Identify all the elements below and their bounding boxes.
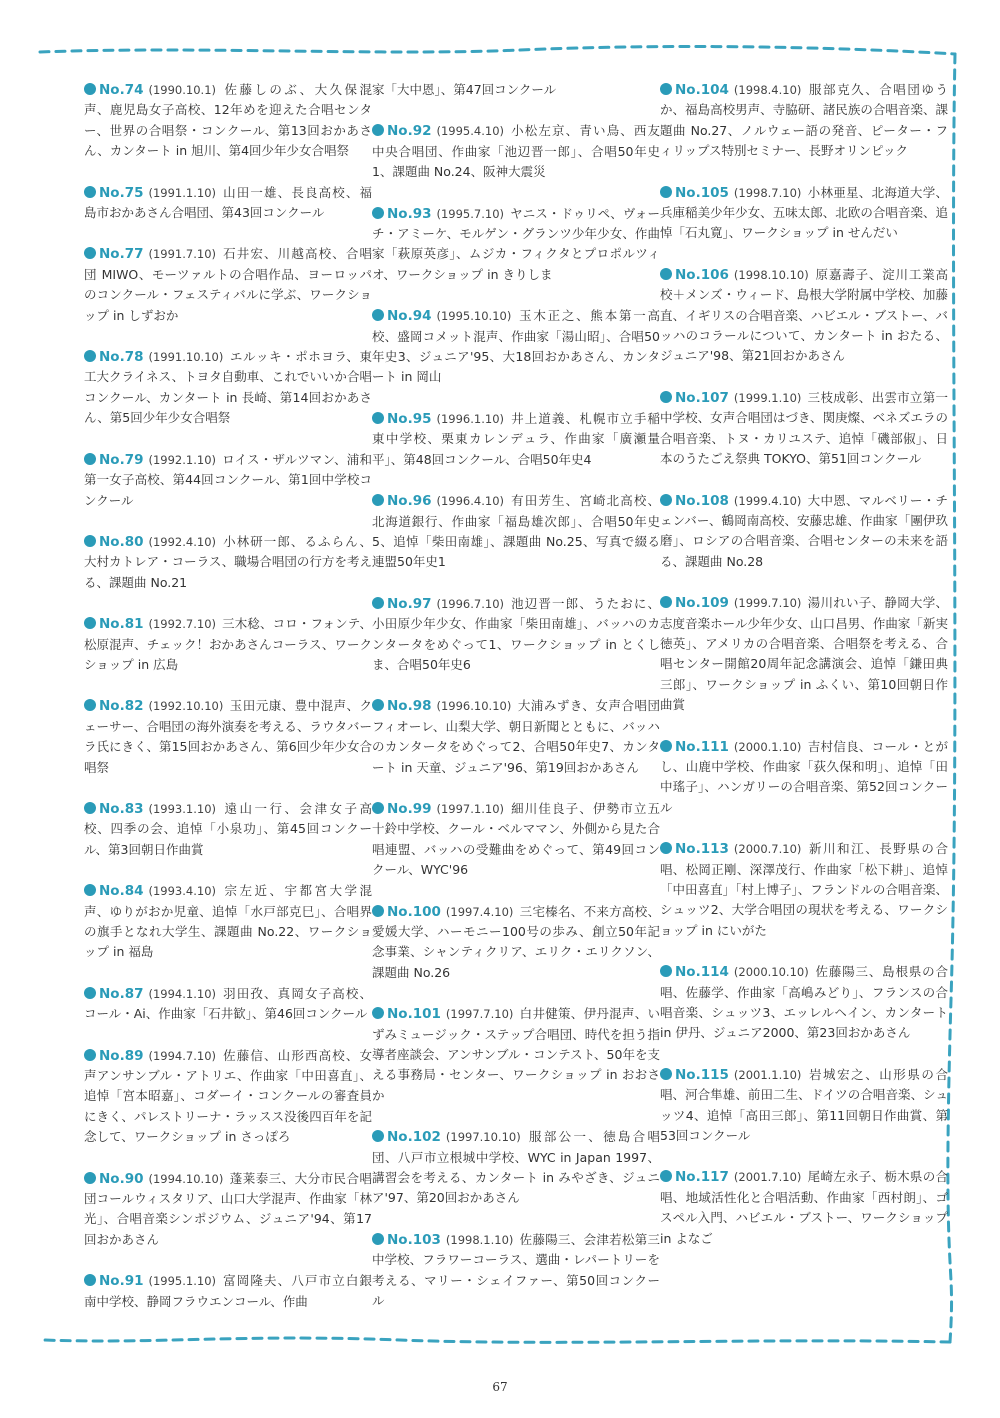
bullet-icon [372, 412, 384, 424]
bullet-icon [372, 905, 384, 917]
issue-date: (1998.1.10) [445, 1232, 514, 1247]
issue-number: No.111 [675, 738, 729, 755]
issue-date: (1993.1.10) [148, 801, 217, 816]
issue-entry [84, 1046, 372, 1148]
issue-contents: 湯川れい子、静岡大学、志度音楽ホール少年少女、山口昌男、作曲家「新実徳英」、アメリカの合唱音楽、合唱祭を考える、合唱センター開館20周年記念講演会、追悼「鎌田典三郎」、ワークショップ in ふくい、第10回朝日作曲賞 [660, 595, 948, 713]
issue-entry [372, 696, 660, 778]
issue-entry [660, 1167, 948, 1249]
bullet-icon [372, 597, 384, 609]
issue-contents: 石井宏、川越高校、合唱団 MIWO、モーツァルトの合唱作品、ヨーロッパのコンクール・フェスティバルに学ぶ、ワークショップ in しずおか [84, 246, 372, 323]
issue-date: (1999.1.10) [733, 390, 802, 405]
issue-number: No.94 [387, 308, 432, 325]
issue-date: (1993.4.10) [148, 884, 217, 899]
issue-contents: 大中恩、マルベリー・チェンバー、鶴岡南高校、安藤忠雄、作曲家「團伊玖磨」、ロシアの合唱音楽、合唱センターの未来を語る、課題曲 No.28 [660, 492, 948, 569]
issue-entry [660, 737, 948, 819]
issue-number: No.108 [675, 492, 729, 509]
issue-entry [372, 1127, 660, 1209]
bullet-icon [84, 350, 96, 362]
column-2 [372, 80, 660, 1330]
issue-contents: 蓬莱泰三、大分市民合唱団コールウィスタリア、山口大学混声、作曲家「林光」、合唱音楽シンポジウム、ジュニア'94、第17回おかあさん [84, 1170, 372, 1247]
issue-contents: 服部克久、合唱団ゆうか、福島高校男声、寺脇研、諸民族の合唱音楽、課題曲 No.27、ノルウェー語の発音、ピーター・フィリップス特別セミナー、長野オリンピック [660, 82, 948, 159]
issue-number: No.109 [675, 595, 729, 612]
bullet-icon [372, 1007, 384, 1019]
issue-entry [84, 614, 372, 675]
bullet-icon [372, 1130, 384, 1142]
issue-contents: 佐藤陽三、会津若松第三中学校、フラワーコーラス、選曲・レパートリーを考える、マリー・シェイファー、第50回コンクール [372, 1231, 660, 1309]
issue-contents: 山田一雄、長良高校、福島市おかあさん合唱団、第43回コンクール [84, 184, 372, 221]
bullet-icon [372, 494, 384, 506]
issue-contents: 三枝成彰、出雲市立第一中学校、女声合唱団はづき、関庚燦、ベネズエラの合唱音楽、トヌ・カリユステ、追悼「磯部俶」、日本のうたごえ祭典 TOKYO、第51回コンクール [660, 389, 948, 467]
issue-number: No.100 [387, 903, 441, 920]
issue-entry [372, 594, 660, 676]
issue-number: No.101 [387, 1006, 441, 1023]
column-1 [84, 80, 372, 1330]
issue-entry [84, 347, 372, 429]
issue-contents: 新川和江、長野県の合唱、松岡正剛、深澤茂行、作曲家「松下耕」、追悼「中田喜直」「村上博子」、フランドルの合唱音楽、シュッツ2、大学合唱団の現状を考える、ワークショップ in にいがた [660, 841, 948, 938]
issue-entry [660, 183, 948, 244]
issue-entry [660, 839, 948, 941]
issue-date: (1991.10.10) [148, 350, 224, 365]
issue-number: No.98 [387, 698, 432, 715]
issue-contents: ロイス・ザルツマン、浦和第一女子高校、第44回コンクール、第1回中学校コンクール [84, 451, 372, 508]
issue-contents: 大浦みずき、女声合唱団フィオーレ、山梨大学、朝日新聞とともに、バッハのカンタータをめぐって2、合唱50年史7、カンタート in 天童、ジュニア'96、第19回おかあさん [372, 698, 660, 775]
bullet-icon [84, 453, 96, 465]
issue-entry-continued [372, 80, 660, 100]
issue-number: No.89 [99, 1047, 144, 1064]
issue-date: (1991.1.10) [148, 185, 217, 200]
issue-entry [372, 409, 660, 470]
bullet-icon [84, 1274, 96, 1286]
bullet-icon [372, 1233, 384, 1245]
column-3 [660, 80, 948, 1330]
issue-contents: 池辺晋一郎、うたおに、小田原少年少女、作曲家「柴田南雄」、バッハのカンタータをめぐって1、ワークショップ in とくしま、合唱50年史6 [372, 595, 660, 672]
bullet-icon [660, 494, 672, 506]
issue-number: No.92 [387, 123, 432, 140]
issue-entry [84, 881, 372, 963]
issue-number: No.80 [99, 533, 144, 550]
bullet-icon [660, 391, 672, 403]
issue-contents: ヤニス・ドゥリペ、ヴォーチ・アミーケ、モルゲン・グランツ少年少女、作曲家「萩原英彦」、ムジカ・フィクタとプロポルツィオ、ワークショップ in きりしま [372, 205, 660, 282]
issue-entry [660, 388, 948, 470]
bullet-icon [660, 268, 672, 280]
issue-date: (1995.4.10) [436, 124, 505, 139]
issue-entry [372, 902, 660, 984]
issue-contents: 井上道義、札幌市立手稲東中学校、栗東カレンデュラ、作曲家「廣瀬量平」、第48回コンクール、合唱50年史4 [372, 410, 660, 467]
bullet-icon [84, 186, 96, 198]
issue-contents: 宗左近、宇都宮大学混声、ゆりがおか児童、追悼「水戸部克巳」、合唱界の旗手となれ大学生、課題曲 No.22、ワークショップ in 福島 [84, 883, 372, 960]
issue-contents: 尾崎左永子、栃木県の合唱、地域活性化と合唱活動、作曲家「西村朗」、ゴスペル入門、ハビエル・ブストー、ワークショップ in よなご [660, 1169, 948, 1246]
issue-date: (1995.1.10) [148, 1274, 217, 1289]
issue-contents: 玉田元康、豊中混声、クェーサー、合唱団の海外演奏を考える、ラウタバーラ氏にきく、第15回おかあさん、第6回少年少女合唱祭 [84, 698, 372, 775]
issue-entry [660, 593, 948, 715]
issue-number: No.90 [99, 1170, 144, 1187]
issue-entry [84, 244, 372, 326]
issue-entry [84, 1169, 372, 1251]
issue-entry [372, 1230, 660, 1312]
issue-contents: 白井健策、伊丹混声、いずみミュージック・ステップ合唱団、時代を担う指導者座談会、アンサンブル・コンテスト、50年を支える事務局・センター、ワークショップ in おおさか [372, 1006, 660, 1103]
issue-entry [372, 306, 660, 388]
issue-date: (1994.10.10) [148, 1171, 224, 1186]
issue-date: (1998.10.10) [733, 267, 809, 282]
issue-number: No.91 [99, 1273, 144, 1290]
issue-date: (1990.10.1) [148, 83, 217, 97]
issue-contents: 富岡隆夫、八戸市立白銀南中学校、静岡フラウエンコール、作曲 [84, 1273, 372, 1309]
issue-number: No.81 [99, 616, 144, 633]
issue-contents: 岩城宏之、山形県の合唱、河合隼雄、前田二生、ドイツの合唱音楽、シュッツ4、追悼「高田三郎」、第11回朝日作曲賞、第53回コンクール [660, 1066, 948, 1144]
issue-date: (1997.1.10) [436, 801, 505, 816]
issue-number: No.99 [387, 800, 432, 817]
issue-number: No.113 [675, 841, 729, 858]
issue-date: (1992.4.10) [148, 534, 217, 549]
bullet-icon [660, 1170, 672, 1182]
issue-date: (1994.1.10) [148, 986, 217, 1001]
issue-date: (1991.7.10) [148, 247, 217, 262]
bullet-icon [84, 1049, 96, 1061]
issue-date: (1992.10.10) [148, 699, 224, 714]
bullet-icon [660, 596, 672, 608]
issue-date: (2000.7.10) [733, 842, 802, 857]
bullet-icon [660, 83, 672, 95]
bullet-icon [372, 802, 384, 814]
issue-contents: 佐藤しのぶ、大久保混声、鹿児島女子高校、12年めを迎えた合唱センター、世界の合唱祭・コンクール、第13回おかあさん、カンタート in 旭川、第4回少年少女合唱祭 [84, 82, 372, 159]
issue-entry [372, 1004, 660, 1106]
issue-date: (1996.7.10) [436, 596, 505, 611]
bullet-icon [660, 965, 672, 977]
issue-number: No.96 [387, 493, 432, 510]
issue-number: No.103 [387, 1231, 441, 1248]
issue-date: (1998.7.10) [733, 185, 802, 200]
issue-date: (1999.4.10) [733, 493, 802, 508]
issue-number: No.115 [675, 1066, 729, 1083]
issue-contents: 佐藤陽三、島根県の合唱、佐藤学、作曲家「高嶋みどり」、フランスの合唱音楽、シュッツ3、エッレルヘイン、カンタート in 伊丹、ジュニア2000、第23回おかあさん [660, 964, 948, 1041]
issue-entry [660, 962, 948, 1044]
issue-date: (1992.1.10) [148, 452, 217, 467]
bullet-icon [372, 124, 384, 136]
issue-contents: 有田芳生、宮崎北高校、北海道銀行、作曲家「福島雄次郎」、合唱50年史5、追悼「柴田南雄」、課題曲 No.25、写真で綴る連盟50年史1 [372, 493, 660, 570]
issue-entry [84, 450, 372, 511]
bullet-icon [84, 802, 96, 814]
bullet-icon [84, 535, 96, 547]
issue-entry [660, 265, 948, 367]
bullet-icon [372, 309, 384, 321]
issue-number: No.78 [99, 349, 144, 366]
issue-date: (2001.7.10) [733, 1170, 802, 1185]
issue-contents: 細川佳良子、伊勢市立五十鈴中学校、クール・ベルママン、外側から見た合唱連盟、バッハの受難曲をめぐって、第49回コンクール、WYC'96 [372, 800, 660, 878]
issue-number: No.97 [387, 595, 432, 612]
issue-contents: 佐藤信、山形西高校、女声アンサンブル・アトリエ、作曲家「中田喜直」、追悼「宮本昭嘉」、コダーイ・コンクールの審査員にきく、パレストリーナ・ラッスス没後四百年を記念して、ワークショップ in さっぽろ [84, 1047, 372, 1145]
issue-contents: 家「大中恩」、第47回コンクール [372, 82, 557, 97]
issue-entry [84, 532, 372, 593]
issue-entry [660, 80, 948, 162]
issue-contents: 三木稔、コロ・フォンテ、松原混声、チェック！おかあさんコーラス、ワークショップ in 広島 [84, 616, 372, 672]
issue-contents: 三宅榛名、不来方高校、愛媛大学、ハーモニー100号の歩み、創立50年記念事業、シャンティクリア、エリク・エリクソン、課題曲 No.26 [372, 903, 660, 980]
issue-date: (1997.4.10) [445, 904, 514, 919]
issue-number: No.82 [99, 698, 144, 715]
issue-number: No.114 [675, 964, 729, 981]
bullet-icon [84, 987, 96, 999]
issue-number: No.77 [99, 246, 144, 263]
bullet-icon [84, 247, 96, 259]
issue-entry [372, 799, 660, 881]
issue-date: (1996.1.10) [436, 411, 505, 426]
issue-number: No.106 [675, 266, 729, 283]
page-number: 67 [492, 1380, 508, 1394]
issue-number: No.102 [387, 1129, 441, 1146]
bullet-icon [84, 83, 96, 95]
issue-number: No.93 [387, 205, 432, 222]
issue-contents: 羽田孜、真岡女子高校、コール・Ai、作曲家「石井歓」、第46回コンクール [84, 985, 372, 1022]
issue-contents: 小松左京、青い鳥、西友中央合唱団、作曲家「池辺晋一郎」、合唱50年史1、課題曲 No.24、阪神大震災 [372, 123, 660, 180]
issue-contents: 玉木正之、熊本第一高校、盛岡コメット混声、作曲家「湯山昭」、合唱50年史3、ジュニア'95、大18回おかあさん、カンタート in 岡山 [372, 308, 660, 385]
issue-entry [372, 491, 660, 573]
issue-contents: エルッキ・ポホヨラ、東工大クライネス、トヨタ自動車、これでいいか合唱コンクール、カンタート in 長崎、第14回おかあさん、第5回少年少女合唱祭 [84, 349, 372, 426]
bullet-icon [372, 699, 384, 711]
issue-number: No.75 [99, 184, 144, 201]
issue-entry [84, 183, 372, 224]
bullet-icon [84, 617, 96, 629]
issue-date: (1992.7.10) [148, 617, 217, 632]
issue-date: (1996.4.10) [436, 494, 505, 509]
issue-date: (1994.7.10) [148, 1048, 217, 1063]
issue-entry [84, 80, 372, 162]
issue-entry [372, 121, 660, 182]
issue-number: No.74 [99, 82, 144, 98]
issue-date: (1995.10.10) [436, 309, 512, 324]
issue-entry [84, 799, 372, 860]
issue-number: No.104 [675, 82, 729, 98]
issue-contents: 吉村信良、コール・とがし、山鹿中学校、作曲家「荻久保和明」、追悼「田中瑤子」、ハンガリーの合唱音楽、第52回コンクール [660, 738, 948, 815]
article-columns [84, 80, 948, 1330]
issue-entry [660, 1065, 948, 1147]
bullet-icon [660, 186, 672, 198]
bullet-icon [660, 1068, 672, 1080]
issue-entry [372, 204, 660, 286]
issue-date: (1999.7.10) [733, 596, 802, 611]
issue-date: (1996.10.10) [436, 699, 512, 714]
issue-date: (2000.1.10) [733, 739, 802, 754]
issue-number: No.83 [99, 800, 144, 817]
issue-entry [660, 491, 948, 573]
issue-number: No.79 [99, 451, 144, 468]
bullet-icon [372, 207, 384, 219]
bullet-icon [84, 884, 96, 896]
issue-entry [84, 984, 372, 1025]
issue-contents: 小林研一郎、るふらん、大村カトレア・コーラス、職場合唱団の行方を考える、課題曲 No.21 [84, 533, 372, 590]
issue-entry [84, 1271, 372, 1312]
issue-number: No.105 [675, 184, 729, 201]
issue-date: (2001.1.10) [733, 1067, 802, 1082]
issue-date: (1998.4.10) [733, 83, 802, 97]
issue-contents: 小林亜星、北海道大学、兵庫稲美少年少女、五味太郎、北欧の合唱音楽、追悼「石丸寛」、ワークショップ in せんだい [660, 184, 948, 241]
issue-number: No.87 [99, 985, 144, 1002]
issue-contents: 原嘉壽子、淀川工業高校＋メンズ・ウィード、島根大学附属中学校、加藤直、イギリスの合唱音楽、ハビエル・ブストー、バッハのコラールについて、カンタート in おたる、ジュニア'98、第21回おかあさん [660, 266, 948, 364]
issue-date: (2000.10.10) [733, 965, 809, 980]
issue-number: No.117 [675, 1169, 729, 1186]
issue-date: (1995.7.10) [436, 206, 505, 221]
issue-contents: 服部公一、徳島合唱団、八戸市立根城中学校、WYC in Japan 1997、講習会を考える、カンタート in みやざき、ジュニア'97、第20回おかあさん [372, 1129, 660, 1206]
issue-contents: 遠山一行、会津女子高校、四季の会、追悼「小泉功」、第45回コンクール、第3回朝日作曲賞 [84, 800, 372, 857]
issue-number: No.95 [387, 410, 432, 427]
issue-date: (1997.7.10) [445, 1007, 514, 1022]
bullet-icon [660, 740, 672, 752]
issue-number: No.107 [675, 389, 729, 406]
issue-entry [84, 696, 372, 778]
bullet-icon [84, 1172, 96, 1184]
bullet-icon [660, 842, 672, 854]
bullet-icon [84, 699, 96, 711]
issue-date: (1997.10.10) [445, 1130, 521, 1145]
issue-number: No.84 [99, 883, 144, 900]
